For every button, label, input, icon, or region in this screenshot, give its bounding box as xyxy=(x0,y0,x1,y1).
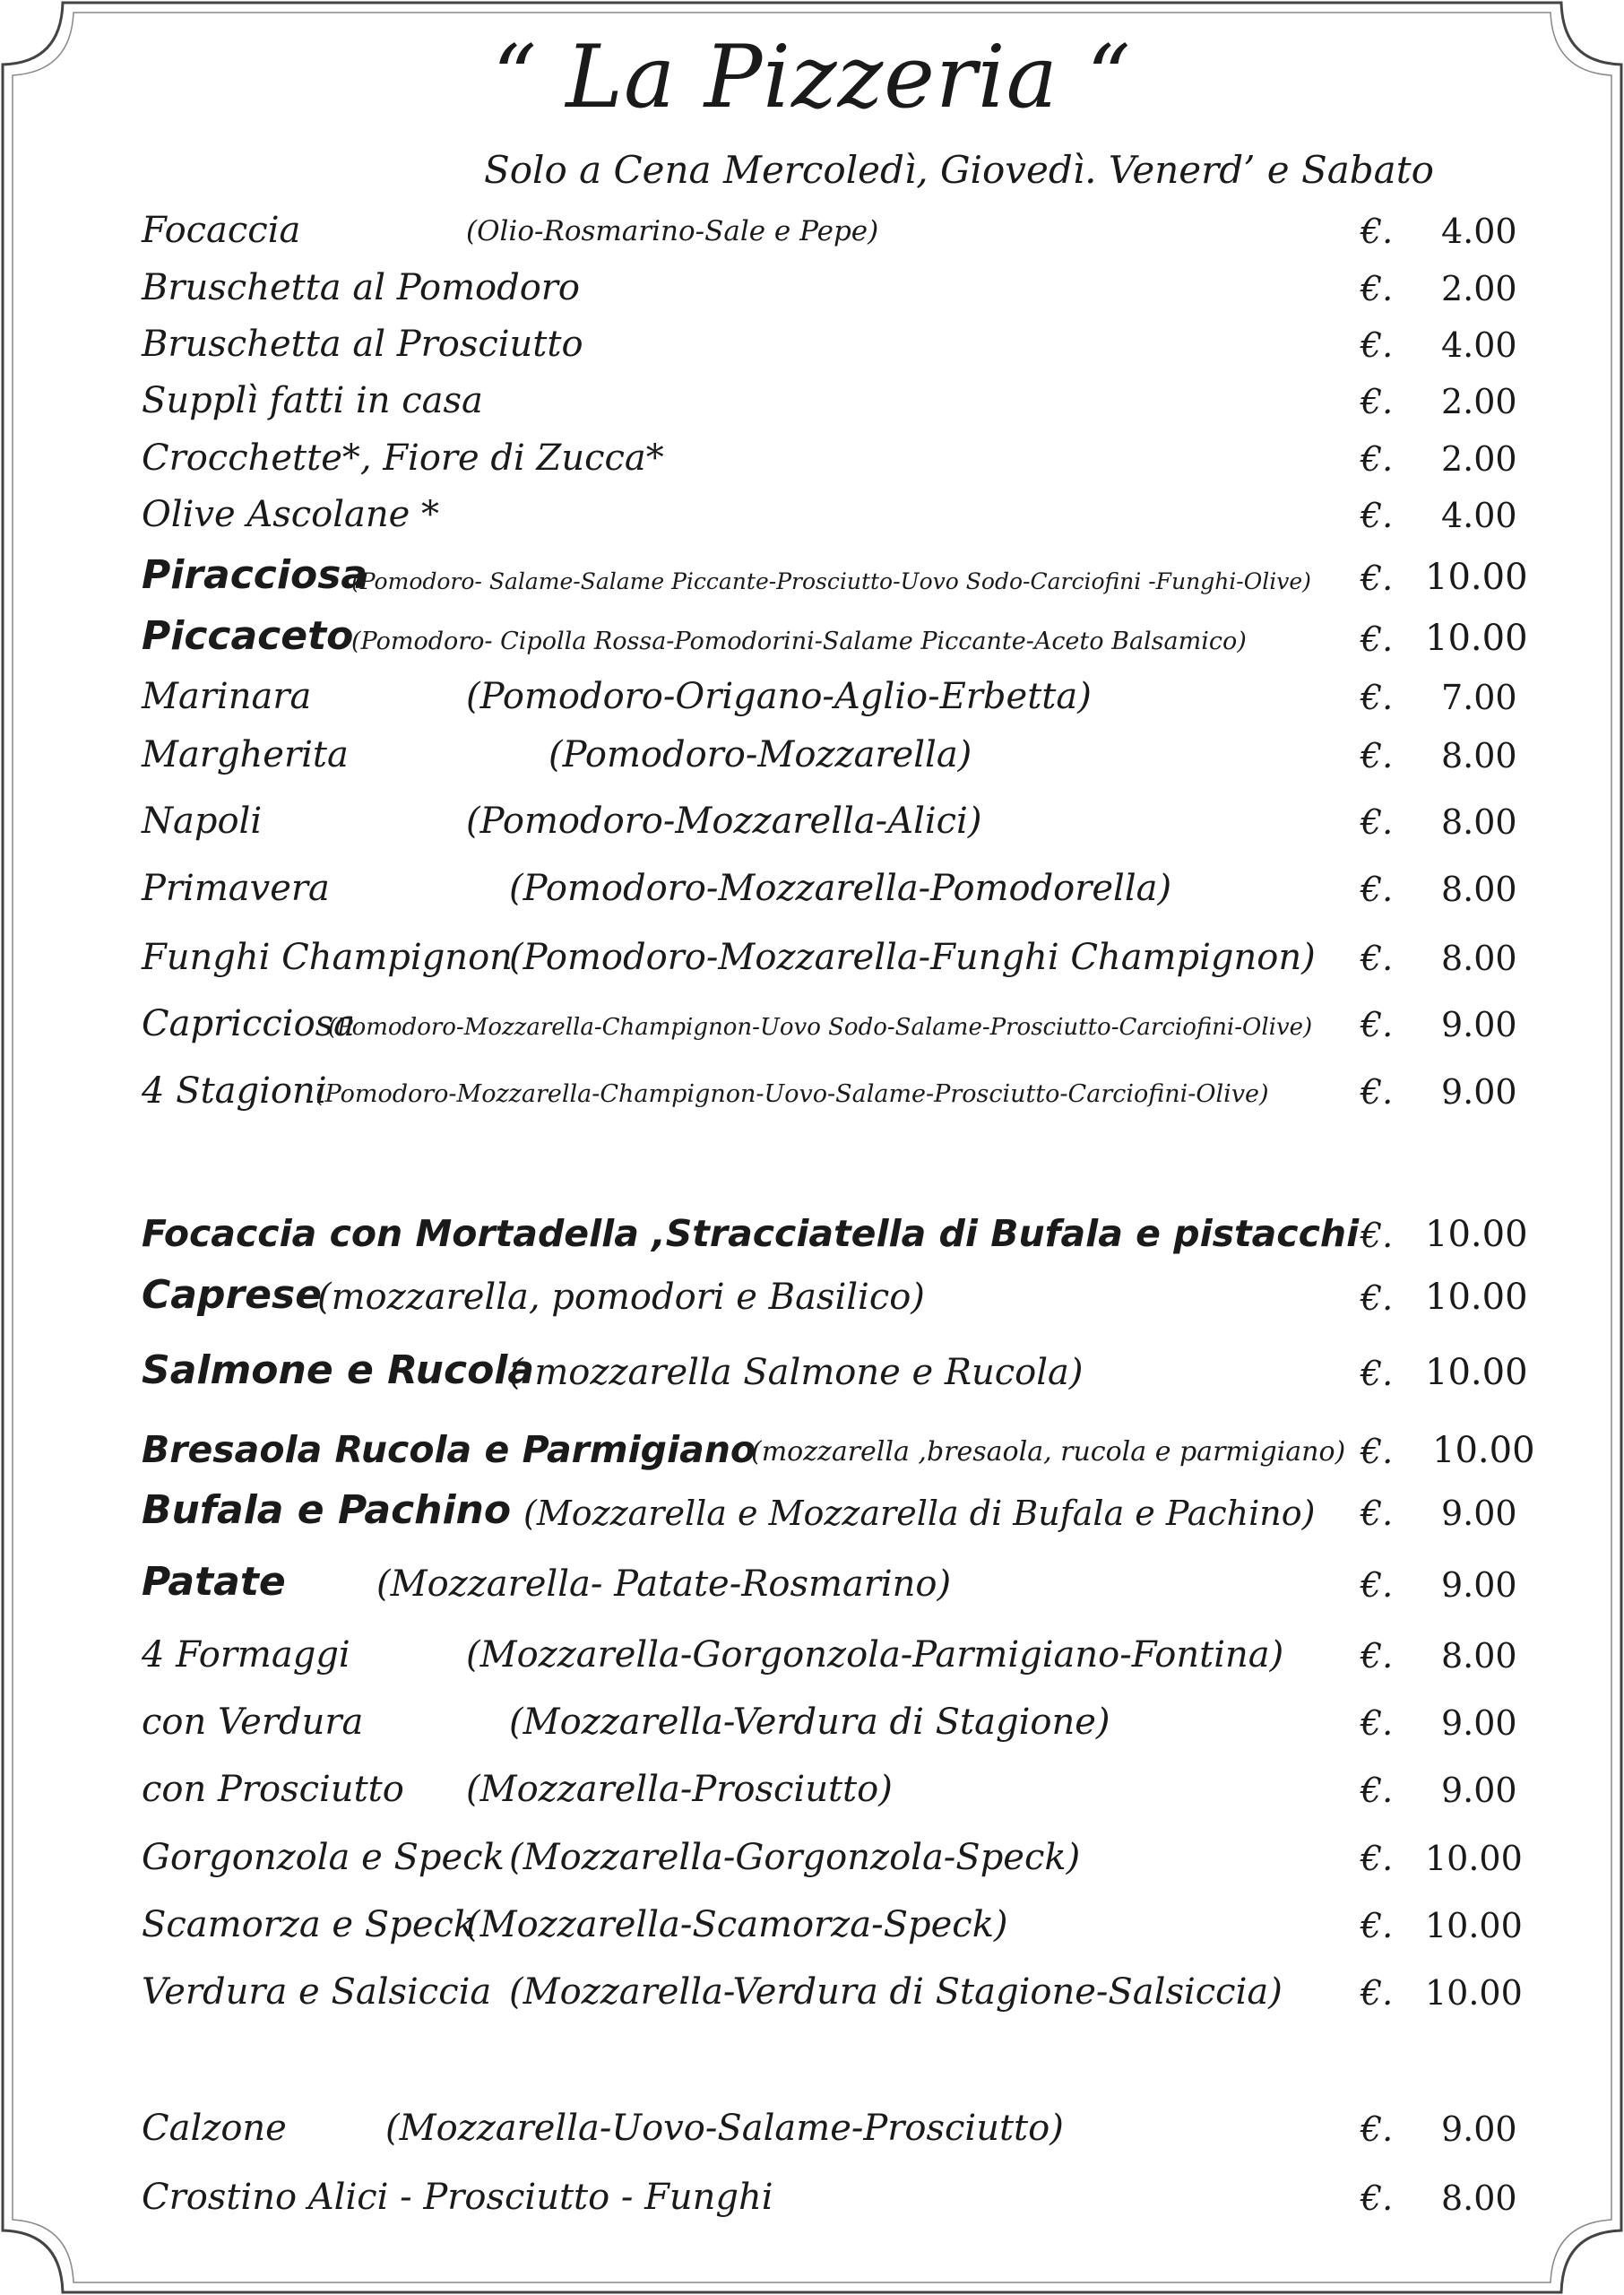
currency-label: €. xyxy=(1361,2109,1394,2149)
item-name: Focaccia xyxy=(142,210,301,251)
item-price: 10.00 xyxy=(1432,1430,1535,1471)
item-name: con Verdura xyxy=(142,1702,364,1743)
item-name: Napoli xyxy=(142,801,263,842)
item-price: 4.00 xyxy=(1441,325,1517,365)
item-price: 2.00 xyxy=(1441,439,1517,479)
menu-item xyxy=(0,1763,1624,1817)
item-description: (Mozzarella e Mozzarella di Bufala e Pachino) xyxy=(523,1494,1316,1533)
currency-label: €. xyxy=(1361,1005,1394,1044)
item-name: Piccaceto xyxy=(142,613,354,659)
menu-item xyxy=(0,795,1624,849)
item-name: Capricciosa xyxy=(142,1003,356,1044)
item-description: (Pomodoro-Mozzarella-Champignon-Uovo Sodo-Salame-Prosciutto-Carciofini-Olive) xyxy=(328,1014,1313,1041)
menu-item xyxy=(0,2102,1624,2156)
item-name: Margherita xyxy=(142,734,349,775)
item-price: 9.00 xyxy=(1441,2109,1517,2149)
currency-label: €. xyxy=(1361,559,1394,598)
item-name: Caprese xyxy=(142,1272,323,1318)
item-description: (Mozzarella-Verdura di Stagione) xyxy=(509,1702,1110,1743)
menu-item xyxy=(0,612,1624,666)
item-name: Bruschetta al Prosciutto xyxy=(142,324,583,365)
item-name: Scamorza e Speck xyxy=(142,1904,476,1945)
currency-label: €. xyxy=(1361,439,1394,479)
currency-label: €. xyxy=(1361,870,1394,909)
menu-item xyxy=(0,262,1624,316)
currency-label: €. xyxy=(1361,496,1394,535)
item-name: Gorgonzola e Speck xyxy=(142,1837,505,1878)
menu-item xyxy=(0,204,1624,258)
item-description: (mozzarella ,bresaola, rucola e parmigiano) xyxy=(751,1436,1346,1468)
item-price: 7.00 xyxy=(1441,678,1517,717)
menu-item xyxy=(0,729,1624,783)
menu-item xyxy=(0,2171,1624,2225)
menu-item xyxy=(0,1696,1624,1750)
currency-label: €. xyxy=(1361,678,1394,717)
item-name: Piracciosa xyxy=(142,552,368,598)
item-description: (Olio-Rosmarino-Sale e Pepe) xyxy=(466,215,879,247)
item-price: 8.00 xyxy=(1441,939,1517,978)
item-name: Olive Ascolane * xyxy=(142,494,440,535)
menu-item xyxy=(0,1347,1624,1400)
currency-label: €. xyxy=(1361,325,1394,365)
item-name: Patate xyxy=(142,1559,286,1605)
item-name: Crocchette*, Fiore di Zucca* xyxy=(142,437,664,479)
item-price: 2.00 xyxy=(1441,382,1517,421)
item-price: 9.00 xyxy=(1441,1565,1517,1605)
item-description: (Pomodoro-Mozzarella-Champignon-Uovo-Salame-Prosciutto-Carciofini-Olive) xyxy=(315,1080,1269,1108)
item-price: 8.00 xyxy=(1441,802,1517,842)
currency-label: €. xyxy=(1361,1216,1394,1255)
currency-label: €. xyxy=(1361,1973,1394,2013)
menu-item xyxy=(0,1832,1624,1885)
item-price: 10.00 xyxy=(1425,618,1528,659)
currency-label: €. xyxy=(1361,1354,1394,1393)
menu-item xyxy=(0,1966,1624,2020)
menu-item xyxy=(0,1486,1624,1540)
item-name: Supplì fatti in casa xyxy=(142,380,483,421)
currency-label: €. xyxy=(1361,1636,1394,1676)
currency-label: €. xyxy=(1361,736,1394,775)
item-name: Crostino Alici - Prosciutto - Funghi xyxy=(142,2177,773,2218)
menu-subtitle: Solo a Cena Mercoledì, Giovedì. Venerd’ e Sabato xyxy=(484,148,1434,192)
item-name: Calzone xyxy=(142,2108,287,2149)
currency-label: €. xyxy=(1361,1565,1394,1605)
item-price: 8.00 xyxy=(1441,2178,1517,2218)
item-name: Salmone e Rucola xyxy=(142,1347,535,1393)
menu-item xyxy=(0,375,1624,429)
item-price: 10.00 xyxy=(1425,557,1528,598)
item-name: 4 Formaggi xyxy=(142,1634,350,1676)
currency-label: €. xyxy=(1361,1771,1394,1810)
item-price: 9.00 xyxy=(1441,1072,1517,1112)
menu-item xyxy=(0,1065,1624,1119)
menu-item xyxy=(0,1629,1624,1683)
menu-item xyxy=(0,1208,1624,1262)
menu-title: “ La Pizzeria “ xyxy=(492,27,1132,127)
menu-item xyxy=(0,432,1624,486)
item-price: 8.00 xyxy=(1441,1636,1517,1676)
item-name: Focaccia con Mortadella ,Stracciatella di Bufala e pistacchi xyxy=(142,1212,1360,1255)
menu-item xyxy=(0,1558,1624,1612)
currency-label: €. xyxy=(1361,1839,1394,1878)
currency-label: €. xyxy=(1361,939,1394,978)
item-name: Marinara xyxy=(142,676,312,717)
menu-item xyxy=(0,1425,1624,1478)
item-price: 10.00 xyxy=(1425,1214,1528,1255)
item-description: (Mozzarella-Gorgonzola-Speck) xyxy=(509,1837,1081,1878)
item-description: (Pomodoro- Salame-Salame Piccante-Prosciutto-Uovo Sodo-Carciofini -Funghi-Olive) xyxy=(351,568,1311,594)
item-price: 10.00 xyxy=(1425,1839,1523,1878)
currency-label: €. xyxy=(1361,1494,1394,1533)
item-name: Bresaola Rucola e Parmigiano xyxy=(142,1428,756,1471)
menu-item xyxy=(0,489,1624,542)
item-price: 9.00 xyxy=(1441,1494,1517,1533)
currency-label: €. xyxy=(1361,1072,1394,1112)
currency-label: €. xyxy=(1361,619,1394,659)
menu-item xyxy=(0,862,1624,916)
menu-item xyxy=(0,671,1624,724)
currency-label: €. xyxy=(1361,1703,1394,1743)
item-price: 4.00 xyxy=(1441,496,1517,535)
item-description: (Mozzarella-Prosciutto) xyxy=(466,1769,893,1810)
item-name: Bufala e Pachino xyxy=(142,1487,512,1533)
currency-label: €. xyxy=(1361,212,1394,251)
menu-item xyxy=(0,1271,1624,1325)
menu-item xyxy=(0,1899,1624,1953)
menu-item xyxy=(0,931,1624,985)
item-description: (Pomodoro- Cipolla Rossa-Pomodorini-Salame Piccante-Aceto Balsamico) xyxy=(351,628,1247,655)
menu-item xyxy=(0,318,1624,372)
item-price: 8.00 xyxy=(1441,870,1517,909)
item-description: (Pomodoro-Mozzarella) xyxy=(549,734,972,775)
item-price: 9.00 xyxy=(1441,1703,1517,1743)
item-name: Funghi Champignon xyxy=(142,937,513,978)
item-price: 9.00 xyxy=(1441,1771,1517,1810)
currency-label: €. xyxy=(1361,1278,1394,1318)
item-name: con Prosciutto xyxy=(142,1769,404,1810)
item-description: ( mozzarella Salmone e Rucola) xyxy=(509,1352,1084,1393)
currency-label: €. xyxy=(1361,802,1394,842)
item-price: 4.00 xyxy=(1441,212,1517,251)
item-name: 4 Stagioni xyxy=(142,1070,327,1112)
currency-label: €. xyxy=(1361,382,1394,421)
menu-item xyxy=(0,551,1624,605)
item-description: (Mozzarella-Verdura di Stagione-Salsiccia) xyxy=(509,1971,1283,2013)
item-description: (mozzarella, pomodori e Basilico) xyxy=(317,1277,925,1318)
item-description: (Pomodoro-Mozzarella-Pomodorella) xyxy=(509,868,1172,909)
currency-label: €. xyxy=(1361,1432,1394,1471)
item-description: (Pomodoro-Origano-Aglio-Erbetta) xyxy=(466,676,1092,717)
item-description: (Mozzarella-Scamorza-Speck) xyxy=(466,1904,1008,1945)
item-price: 10.00 xyxy=(1425,1973,1523,2013)
item-description: (Mozzarella-Uovo-Salame-Prosciutto) xyxy=(385,2108,1064,2149)
item-price: 10.00 xyxy=(1425,1906,1523,1945)
item-description: (Mozzarella- Patate-Rosmarino) xyxy=(376,1563,952,1605)
currency-label: €. xyxy=(1361,269,1394,308)
item-price: 2.00 xyxy=(1441,269,1517,308)
item-name: Primavera xyxy=(142,868,330,909)
item-name: Verdura e Salsiccia xyxy=(142,1971,492,2013)
item-description: (Pomodoro-Mozzarella-Alici) xyxy=(466,801,982,842)
item-price: 9.00 xyxy=(1441,1005,1517,1044)
item-price: 8.00 xyxy=(1441,736,1517,775)
currency-label: €. xyxy=(1361,1906,1394,1945)
menu-item xyxy=(0,998,1624,1052)
item-price: 10.00 xyxy=(1425,1352,1528,1393)
item-description: (Pomodoro-Mozzarella-Funghi Champignon) xyxy=(509,937,1316,978)
item-price: 10.00 xyxy=(1425,1277,1528,1318)
item-name: Bruschetta al Pomodoro xyxy=(142,267,580,308)
item-description: (Mozzarella-Gorgonzola-Parmigiano-Fontina) xyxy=(466,1634,1284,1676)
currency-label: €. xyxy=(1361,2178,1394,2218)
